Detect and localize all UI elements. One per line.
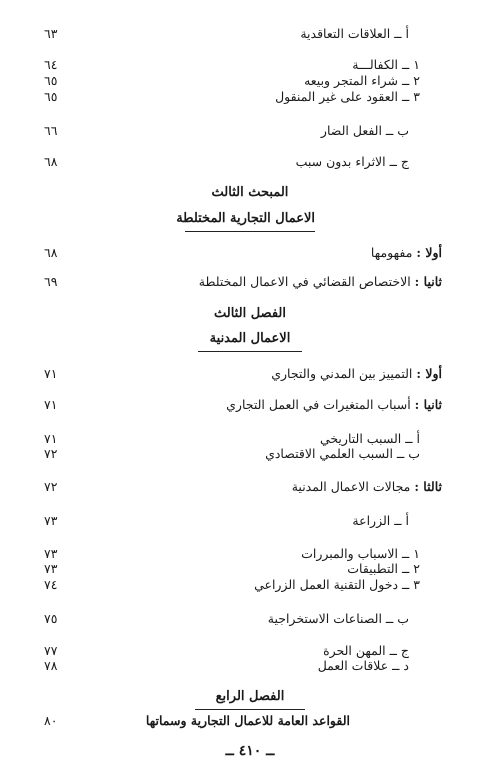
- toc-entry: [0, 244, 500, 264]
- toc-entry-title: [292, 478, 442, 496]
- toc-entry-page: ٧٨: [44, 658, 58, 673]
- section-subheading: [176, 210, 315, 232]
- toc-entry-page: ٦٨: [44, 245, 58, 260]
- toc-entry-title: [226, 396, 442, 414]
- toc-entry-page: ٧٤: [44, 577, 58, 592]
- toc-entry-title: ٣ ــ دخول التقنية العمل الزراعي: [254, 577, 420, 592]
- toc-entry-title: ب ــ الفعل الضار: [320, 123, 409, 138]
- toc-entry: [0, 122, 500, 142]
- toc-entry-title: د ــ علاقات العمل: [317, 658, 409, 673]
- toc-entry-page: ٧٣: [44, 513, 58, 528]
- toc-entry-label: ثالثا :: [414, 479, 442, 494]
- toc-entry-title: ٣ ــ العقود على غير المنقول: [275, 89, 420, 104]
- toc-entry-page: ٧١: [44, 431, 58, 446]
- toc-entry: [0, 365, 500, 385]
- toc-entry: [0, 576, 500, 596]
- toc-entry-page: ٧٣: [44, 546, 58, 561]
- toc-entry-title: أ ــ الزراعة: [352, 513, 409, 528]
- toc-entry: [0, 25, 500, 45]
- toc-entry-page: ٦٥: [44, 89, 58, 104]
- toc-entry-text: أسباب المتغيرات في العمل التجاري: [226, 397, 411, 412]
- toc-entry-title: ب ــ السبب العلمي الاقتصادي: [265, 446, 420, 461]
- toc-entry-page: ٨٠: [44, 713, 58, 728]
- toc-entry: [0, 478, 500, 498]
- toc-entry-page: ٧٧: [44, 643, 58, 658]
- toc-entry: [0, 657, 500, 677]
- toc-entry-title: ج ــ المهن الحرة: [323, 643, 409, 658]
- toc-entry-text: الاختصاص القضائي في الاعمال المختلطة: [198, 274, 411, 289]
- toc-entry-label: أولا :: [416, 245, 442, 260]
- chapter-subheading-text: الاعمال المدنية: [209, 331, 291, 346]
- toc-entry-page: ٦٥: [44, 73, 58, 88]
- toc-entry-page: ٧١: [44, 366, 58, 381]
- toc-entry-title: القواعد العامة للاعمال التجارية وسماتها: [145, 713, 350, 728]
- toc-entry-text: مفهومها: [370, 245, 413, 260]
- toc-entry-label: أولا :: [416, 366, 442, 381]
- toc-entry-title: ١ ــ الكفالـــة: [352, 57, 420, 72]
- toc-entry: [0, 512, 500, 532]
- chapter-heading: الفصل الثالث: [214, 306, 286, 321]
- toc-entry-title: [271, 365, 442, 383]
- page-number: ــ ٤١٠ ــ: [225, 743, 275, 759]
- toc-entry: [0, 445, 500, 465]
- toc-entry-title: ٢ ــ التطبيقات: [347, 561, 420, 576]
- toc-entry: [0, 273, 500, 293]
- toc-entry-title: ب ــ الصناعات الاستخراجية: [267, 611, 409, 626]
- toc-entry-title: ج ــ الاثراء بدون سبب: [295, 154, 409, 169]
- chapter-heading-text: الفصل الرابع: [215, 689, 285, 704]
- underline: [198, 351, 302, 352]
- section-subheading-text: الاعمال التجارية المختلطة: [176, 211, 315, 226]
- toc-entry-label: ثانيا :: [414, 274, 442, 289]
- toc-entry-title: ٢ ــ شراء المتجر وبيعه: [304, 73, 420, 88]
- toc-entry-page: ٦٣: [44, 26, 58, 41]
- toc-entry-title: [199, 273, 442, 291]
- toc-entry-page: ٦٦: [44, 123, 58, 138]
- chapter-subheading: [198, 330, 302, 352]
- toc-entry-label: ثانيا :: [414, 397, 442, 412]
- toc-entry-page: ٦٤: [44, 57, 58, 72]
- toc-entry: [0, 396, 500, 416]
- underline: [195, 709, 305, 710]
- section-heading: المبحث الثالث: [211, 185, 289, 200]
- underline: [185, 231, 315, 232]
- toc-entry: [0, 153, 500, 173]
- toc-entry: [0, 610, 500, 630]
- toc-entry-page: ٧٢: [44, 479, 58, 494]
- toc-entry-page: ٧١: [44, 397, 58, 412]
- toc-entry: [0, 712, 500, 732]
- toc-entry-page: ٧٢: [44, 446, 58, 461]
- toc-entry-title: ١ ــ الاسباب والمبررات: [301, 546, 420, 561]
- toc-entry-title: [371, 244, 442, 262]
- toc-entry-page: ٦٨: [44, 154, 58, 169]
- toc-entry-title: أ ــ العلاقات التعاقدية: [300, 26, 409, 41]
- toc-entry-page: ٧٣: [44, 561, 58, 576]
- chapter-heading: [195, 688, 305, 710]
- toc-entry-text: التمييز بين المدني والتجاري: [271, 366, 413, 381]
- toc-entry: [0, 88, 500, 108]
- toc-entry-title: أ ــ السبب التاريخي: [319, 431, 420, 446]
- toc-entry-text: مجالات الاعمال المدنية: [291, 479, 411, 494]
- toc-entry-page: ٦٩: [44, 274, 58, 289]
- toc-entry-page: ٧٥: [44, 611, 58, 626]
